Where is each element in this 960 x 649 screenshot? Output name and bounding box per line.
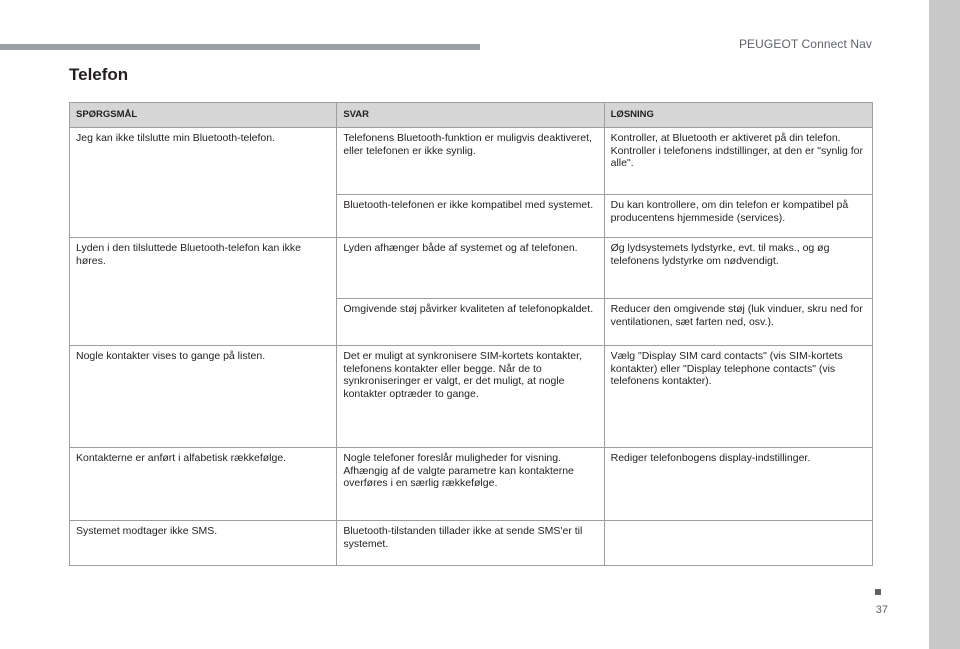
question-cell: Jeg kan ikke tilslutte min Bluetooth-telefon. (70, 128, 337, 238)
page-number: 37 (875, 604, 888, 616)
question-cell: Lyden i den tilsluttede Bluetooth-telefon kan ikke høres. (70, 238, 337, 346)
answer-cell: Lyden afhænger både af systemet og af telefonen. (337, 238, 604, 299)
question-cell: Kontakterne er anført i alfabetisk rækkefølge. (70, 448, 337, 521)
page-title: Telefon (69, 65, 129, 84)
answer-cell: Nogle telefoner foreslår muligheder for visning. Afhængig af de valgte parametre kan kontakterne overføres i en særlig rækkefølge. (337, 448, 604, 521)
question-cell: Nogle kontakter vises to gange på listen. (70, 346, 337, 448)
page-edge-strip (929, 0, 960, 649)
question-cell: Systemet modtager ikke SMS. (70, 521, 337, 566)
solution-cell (604, 521, 872, 566)
solution-cell: Du kan kontrollere, om din telefon er kompatibel på producentens hjemmeside (services). (604, 195, 872, 238)
page-marker-square (875, 589, 881, 595)
column-header-answer: SVAR (337, 103, 604, 128)
answer-cell: Telefonens Bluetooth-funktion er muligvis deaktiveret, eller telefonen er ikke synlig. (337, 128, 604, 195)
product-name: PEUGEOT Connect Nav (738, 37, 872, 51)
table-row (70, 128, 873, 195)
troubleshooting-table (69, 102, 873, 566)
solution-cell: Øg lydsystemets lydstyrke, evt. til maks., og øg telefonens lydstyrke om nødvendigt. (604, 238, 872, 299)
table-row (70, 448, 873, 521)
column-header-question: SPØRGSMÅL (70, 103, 337, 128)
table-row (70, 521, 873, 566)
solution-cell: Reducer den omgivende støj (luk vinduer, skru ned for ventilationen, sæt farten ned, osv.). (604, 299, 872, 346)
table-row (70, 346, 873, 448)
solution-cell: Vælg "Display SIM card contacts" (vis SIM-kortets kontakter) eller "Display telephone contacts" (vis telefonens kontakter). (604, 346, 872, 448)
solution-cell: Kontroller, at Bluetooth er aktiveret på din telefon. Kontroller i telefonens indstillinger, at den er "synlig for alle". (604, 128, 872, 195)
table-header-row (70, 103, 873, 128)
answer-cell: Bluetooth-tilstanden tillader ikke at sende SMS'er til systemet. (337, 521, 604, 566)
answer-cell: Omgivende støj påvirker kvaliteten af telefonopkaldet. (337, 299, 604, 346)
column-header-solution: LØSNING (604, 103, 872, 128)
header-bar (0, 44, 480, 50)
answer-cell: Bluetooth-telefonen er ikke kompatibel med systemet. (337, 195, 604, 238)
answer-cell: Det er muligt at synkronisere SIM-kortets kontakter, telefonens kontakter eller begge. Når de to synkroniseringer er valgt, er det muligt, at nogle kontakter optræder to gange. (337, 346, 604, 448)
table-row (70, 238, 873, 299)
solution-cell: Rediger telefonbogens display-indstillinger. (604, 448, 872, 521)
